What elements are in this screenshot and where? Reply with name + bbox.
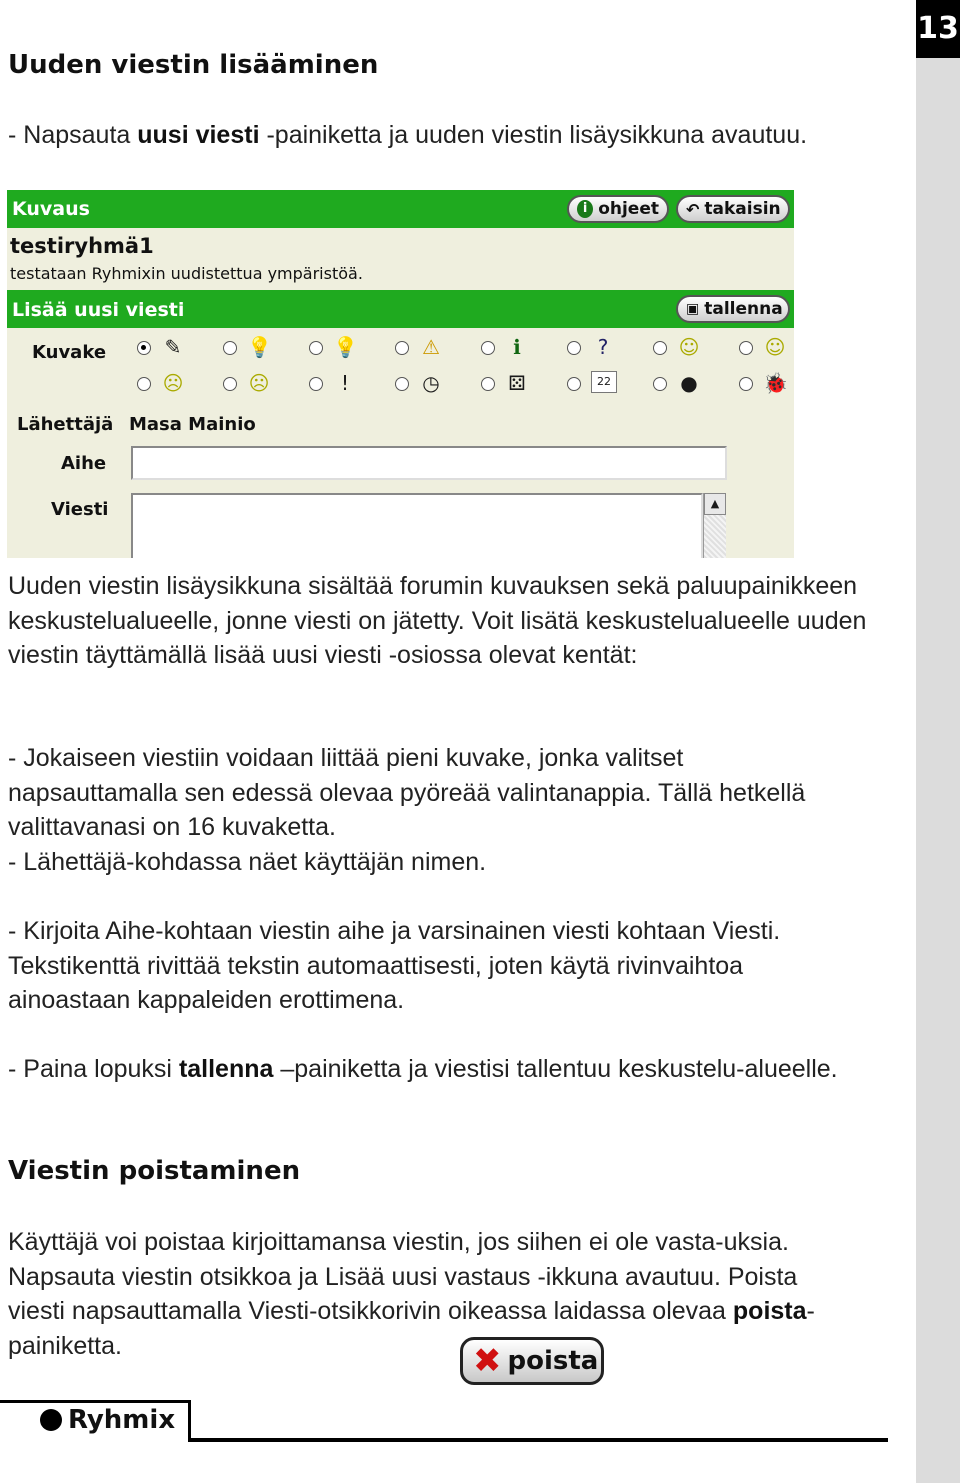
- sender-label: Lähettäjä: [17, 414, 114, 435]
- icon-radio-13[interactable]: [481, 377, 495, 391]
- paragraph-sender: - Lähettäjä-kohdassa näet käyttäjän nimen.: [8, 848, 487, 876]
- icon-radio-8[interactable]: [739, 341, 753, 355]
- sender-value: Masa Mainio: [129, 414, 256, 435]
- message-label: Viesti: [51, 499, 109, 520]
- icon-radio-3[interactable]: [309, 341, 323, 355]
- lightbulb-blue-icon: 💡: [247, 335, 272, 359]
- dice-icon: ⚄: [508, 371, 526, 395]
- info-icon: i: [577, 200, 593, 218]
- clock-icon: ◷: [422, 371, 440, 395]
- icon-radio-12[interactable]: [395, 377, 409, 391]
- footer-rule-top: [0, 1400, 190, 1403]
- question-icon: ?: [597, 335, 609, 359]
- footer-brand-label: Ryhmix: [68, 1405, 176, 1435]
- icon-radio-16[interactable]: [739, 377, 753, 391]
- paragraph-subject: - Kirjoita Aihe-kohtaan viestin aihe ja varsinainen viesti kohtaan Viesti. Tekstikenttä rivittää tekstin automaattisesti, joten käytä rivinvaihtoa ainoastaan kappaleiden erottimena.: [8, 917, 781, 1014]
- footer-brand: [40, 1405, 175, 1435]
- info-icon: ℹ: [513, 335, 521, 359]
- undo-arrow-icon: ↶: [686, 199, 700, 219]
- section-heading-delete-message: Viestin poistaminen: [8, 1156, 301, 1186]
- description-bar: [7, 190, 794, 228]
- icon-radio-2[interactable]: [223, 341, 237, 355]
- icon-radio-5[interactable]: [481, 341, 495, 355]
- new-message-form-screenshot: [7, 190, 794, 558]
- group-description: testataan Ryhmixin uudistettua ympäristöä.: [10, 264, 363, 283]
- icon-radio-11[interactable]: [309, 377, 323, 391]
- icon-radio-1[interactable]: [137, 341, 151, 355]
- icon-radio-7[interactable]: [653, 341, 667, 355]
- save-button[interactable]: [676, 295, 790, 323]
- paragraph-save: - Paina lopuksi tallenna –painiketta ja viestisi tallentuu keskustelu-alueelle.: [8, 1055, 838, 1083]
- smiley-icon: ☺: [678, 335, 700, 359]
- delete-button-label: poista: [507, 1346, 599, 1376]
- side-strip: [916, 0, 960, 1483]
- frown-icon: ☹: [162, 371, 184, 395]
- intro-paragraph: - Napsauta uusi viesti -painiketta ja uuden viestin lisäysikkuna avautuu.: [8, 121, 808, 149]
- subject-label: Aihe: [61, 453, 107, 474]
- lightbulb-yellow-icon: 💡: [333, 335, 358, 359]
- bullet-dot-icon: [40, 1409, 62, 1431]
- icon-radio-6[interactable]: [567, 341, 581, 355]
- back-button-label: takaisin: [704, 199, 781, 219]
- description-bar-title: Kuvaus: [12, 198, 90, 220]
- exclamation-bubble-icon: !: [340, 371, 350, 395]
- icon-radio-14[interactable]: [567, 377, 581, 391]
- paragraph-form-description: Uuden viestin lisäysikkuna sisältää forumin kuvauksen sekä paluupainikkeen keskustelualueelle, jonne viesti on jätetty. Voit lisätä keskustelualueelle uuden viestin täyttämällä lisää uusi viesti -osiossa olevat kentät:: [8, 572, 867, 669]
- icon-radio-9[interactable]: [137, 377, 151, 391]
- message-textarea[interactable]: [131, 493, 703, 558]
- icon-radio-15[interactable]: [653, 377, 667, 391]
- paragraph-icons: - Jokaiseen viestiin voidaan liittää pieni kuvake, jonka valitset napsauttamalla sen edessä olevaa pyöreää valintanappia. Tällä hetkellä valittavanasi on 16 kuvaketta.: [8, 744, 806, 841]
- help-button[interactable]: [567, 195, 669, 223]
- smiley-surprised-icon: ☺: [764, 335, 786, 359]
- page-number: 13: [916, 0, 960, 58]
- delete-x-icon: ✖: [473, 1341, 502, 1381]
- icon-label: Kuvake: [32, 342, 107, 363]
- icon-radio-4[interactable]: [395, 341, 409, 355]
- section-heading-new-message: Uuden viestin lisääminen: [8, 50, 379, 80]
- scroll-up-arrow-icon[interactable]: ▲: [704, 493, 726, 515]
- warning-icon: ⚠: [422, 335, 440, 359]
- angry-icon: ☹: [248, 371, 270, 395]
- icon-radio-10[interactable]: [223, 377, 237, 391]
- floppy-disk-icon: ▣: [686, 301, 700, 317]
- message-scrollbar[interactable]: [703, 493, 726, 558]
- back-button[interactable]: [676, 195, 790, 223]
- bomb-icon: ●: [680, 371, 698, 395]
- delete-button[interactable]: [460, 1337, 604, 1385]
- pencil-note-icon: ✎: [164, 335, 182, 359]
- footer-rule-bottom: [188, 1438, 888, 1442]
- help-button-label: ohjeet: [598, 199, 659, 219]
- footer-rule-vertical: [188, 1400, 191, 1442]
- paragraph-delete: Käyttäjä voi poistaa kirjoittamansa viestin, jos siihen ei ole vasta-uksia. Napsauta viestin otsikkoa ja Lisää uusi vastaus -ikkuna avautuu. Poista viesti napsauttamalla Viesti-otsikkorivin oikeassa laidassa olevaa poista-painiketta.: [8, 1228, 815, 1360]
- subject-input[interactable]: [131, 446, 727, 480]
- save-button-label: tallenna: [704, 299, 783, 319]
- ladybug-icon: 🐞: [763, 371, 788, 395]
- add-message-bar-title: Lisää uusi viesti: [12, 299, 185, 321]
- add-message-bar: [7, 290, 794, 328]
- calendar-icon: 22: [591, 371, 617, 393]
- group-name: testiryhmä1: [10, 234, 154, 258]
